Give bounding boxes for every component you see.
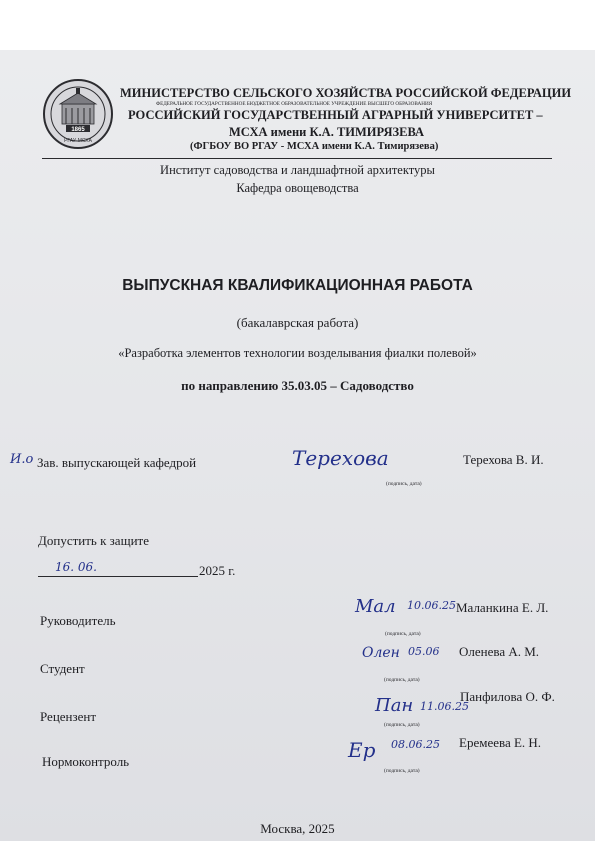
normcontrol-caption: (подпись, дата) <box>384 768 420 774</box>
student-role: Студент <box>40 661 85 676</box>
head-name: Терехова В. И. <box>463 452 544 467</box>
header-divider <box>42 158 552 159</box>
normcontrol-role: Нормоконтроль <box>42 754 130 769</box>
admit-year: 2025 г. <box>199 563 236 578</box>
university-short-name: (ФГБОУ ВО РГАУ - МСХА имени К.А. Тимирязева) <box>190 141 439 152</box>
student-signature: Олен <box>362 645 400 661</box>
supervisor-name: Маланкина Е. Л. <box>456 600 549 615</box>
university-name-line1: РОССИЙСКИЙ ГОСУДАРСТВЕННЫЙ АГРАРНЫЙ УНИВЕРСИТЕТ – <box>128 108 543 122</box>
document-subtitle: (бакалаврская работа) <box>236 315 359 330</box>
department-name: Кафедра овощеводства <box>236 181 359 195</box>
federal-institution: ФЕДЕРАЛЬНОЕ ГОСУДАРСТВЕННОЕ БЮДЖЕТНОЕ ОБРАЗОВАТЕЛЬНОЕ УЧРЕЖДЕНИЕ ВЫСШЕГО ОБРАЗОВАНИЯ <box>156 101 433 107</box>
head-label: Зав. выпускающей кафедрой <box>37 455 197 470</box>
supervisor-signature: Мал <box>355 596 396 617</box>
head-signature-caption: (подпись, дата) <box>386 481 422 487</box>
normcontrol-name: Еремеева Е. Н. <box>459 735 542 750</box>
logo-text: РГАУ-МСХА <box>64 138 92 144</box>
reviewer-name: Панфилова О. Ф. <box>460 689 555 704</box>
student-date: 05.06 <box>408 645 440 658</box>
supervisor-role: Руководитель <box>40 613 116 628</box>
student-caption: (подпись, дата) <box>384 677 420 683</box>
acting-mark: И.о <box>10 452 34 467</box>
reviewer-signature: Пан <box>375 695 414 716</box>
reviewer-caption: (подпись, дата) <box>384 722 420 728</box>
student-name: Оленева А. М. <box>459 644 540 659</box>
logo-year: 1865 <box>71 127 85 133</box>
study-direction: по направлению 35.03.05 – Садоводство <box>181 378 414 393</box>
institute-name: Институт садоводства и ландшафтной архитектуры <box>160 163 435 177</box>
ministry-name: МИНИСТЕРСТВО СЕЛЬСКОГО ХОЗЯЙСТВА РОССИЙСКОЙ ФЕДЕРАЦИИ <box>120 86 572 100</box>
admit-handwritten-date: 16. 06. <box>55 560 97 574</box>
admit-label: Допустить к защите <box>38 533 149 548</box>
reviewer-date: 11.06.25 <box>420 700 469 713</box>
supervisor-date: 10.06.25 <box>407 599 456 612</box>
normcontrol-signature: Ер <box>348 738 376 762</box>
thesis-topic: «Разработка элементов технологии возделывания фиалки полевой» <box>118 346 477 360</box>
supervisor-caption: (подпись, дата) <box>385 631 421 637</box>
admit-date-line <box>38 576 198 577</box>
reviewer-role: Рецензент <box>40 709 97 724</box>
normcontrol-date: 08.06.25 <box>391 738 440 751</box>
university-logo-icon <box>42 78 114 150</box>
city-year: Москва, 2025 <box>260 821 335 836</box>
document-title: ВЫПУСКНАЯ КВАЛИФИКАЦИОННАЯ РАБОТА <box>122 277 473 294</box>
university-name-line2: МСХА имени К.А. ТИМИРЯЗЕВА <box>229 125 425 139</box>
head-signature: Терехова <box>292 446 389 470</box>
